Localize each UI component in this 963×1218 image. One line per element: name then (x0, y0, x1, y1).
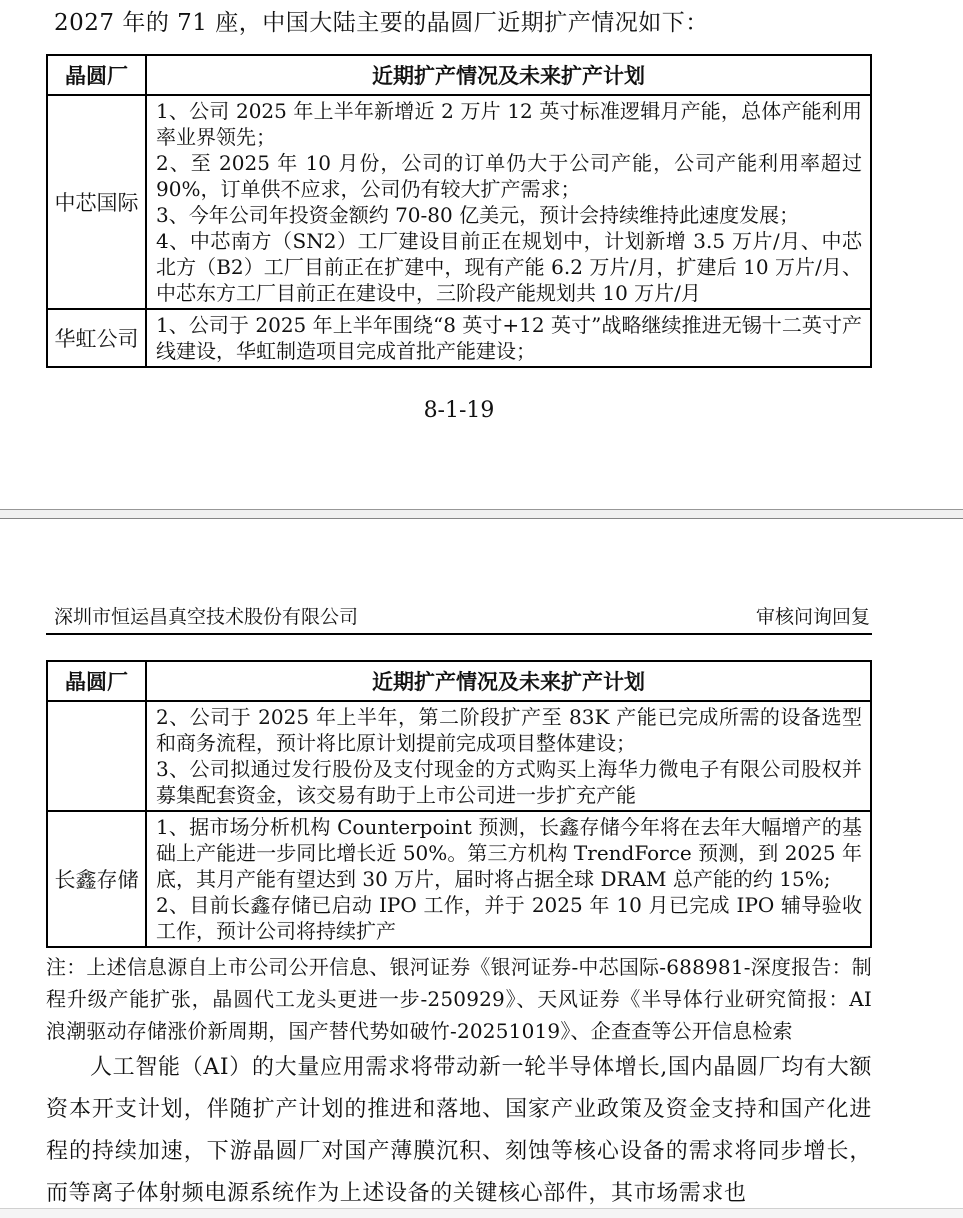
detail-item: 2、目前长鑫存储已启动 IPO 工作，并于 2025 年 10 月已完成 IPO 辅导验收工作，预计公司将持续扩产 (156, 893, 862, 943)
col-header-fab: 晶圆厂 (47, 55, 146, 95)
table-header-row (47, 55, 871, 95)
source-note: 注：上述信息源自上市公司公开信息、银河证券《银河证券-中芯国际-688981-深度报告：制程升级产能扩张，晶圆代工龙头更进一步-250929》、天风证券《半导体行业研究简报：AI 浪潮驱动存储涨价新周期，国产替代势如破竹-20251019》、企查查等公开信息检索 (46, 955, 872, 1043)
bottom-page-edge (0, 1208, 963, 1218)
page-number: 8-1-19 (423, 398, 495, 423)
col-header-plan: 近期扩产情况及未来扩产计划 (146, 661, 871, 701)
detail-item: 1、公司于 2025 年上半年围绕“8 英寸+12 英寸”战略继续推进无锡十二英寸产线建设，华虹制造项目完成首批产能建设； (156, 313, 862, 363)
fab-expansion-table-page2 (46, 660, 872, 948)
fab-name-huahong: 华虹公司 (47, 309, 146, 367)
detail-item: 1、据市场分析机构 Counterpoint 预测，长鑫存储今年将在去年大幅增产的基础上产能进一步同比增长近 50%。第三方机构 TrendForce 预测，到 2025 年底，其月产能有望达到 30 万片，届时将占据全球 DRAM 总产能的约 15%; (156, 815, 862, 891)
detail-item: 1、公司 2025 年上半年新增近 2 万片 12 英寸标准逻辑月产能，总体产能利用率业界领先； (156, 99, 862, 149)
page-1 (0, 0, 963, 509)
fab-detail-changxin (146, 811, 871, 947)
fab-detail-huahong (146, 309, 871, 367)
fab-expansion-table-page1 (46, 54, 872, 368)
table-row-smic (47, 95, 871, 309)
detail-item: 4、中芯南方（SN2）工厂建设目前正在规划中，计划新增 3.5 万片/月、中芯北方（B2）工厂目前正在扩建中，现有产能 6.2 万片/月，扩建后 10 万片/月、中芯东方工厂目前正在建设中，三阶段产能规划共 10 万片/月 (156, 229, 862, 305)
table-header-row (47, 661, 871, 701)
body-paragraph: 人工智能（AI）的大量应用需求将带动新一轮半导体增长,国内晶圆厂均有大额资本开支计划，伴随扩产计划的推进和落地、国家产业政策及资金支持和国产化进程的持续加速，下游晶圆厂对国产薄膜沉积、刻蚀等核心设备的需求将同步增长，而等离子体射频电源系统作为上述设备的关键核心部件，其市场需求也 (46, 1055, 872, 1206)
detail-item: 3、公司拟通过发行股份及支付现金的方式购买上海华力微电子有限公司股权并募集配套资金，该交易有助于上市公司进一步扩充产能 (156, 757, 862, 807)
page-header (46, 605, 872, 635)
fab-name-empty (47, 701, 146, 811)
page-separator (0, 509, 963, 519)
fab-detail-huahong-continued (146, 701, 871, 811)
fab-detail-smic (146, 95, 871, 309)
detail-item: 3、今年公司年投资金额约 70-80 亿美元，预计会持续维持此速度发展； (156, 203, 800, 227)
col-header-fab: 晶圆厂 (47, 661, 146, 701)
doc-type-label: 审核问询回复 (755, 606, 870, 628)
col-header-plan: 近期扩产情况及未来扩产计划 (146, 55, 871, 95)
table-row-huahong-continued (47, 701, 871, 811)
fab-name-smic: 中芯国际 (47, 95, 146, 309)
table-row-changxin (47, 811, 871, 947)
detail-item: 2、公司于 2025 年上半年，第二阶段扩产至 83K 产能已完成所需的设备选型和商务流程，预计将比原计划提前完成项目整体建设； (156, 705, 862, 755)
company-name: 深圳市恒运昌真空技术股份有限公司 (54, 606, 359, 628)
fab-name-changxin: 长鑫存储 (47, 811, 146, 947)
table-row-huahong (47, 309, 871, 367)
page-2 (0, 519, 963, 1215)
intro-text: 2027 年的 71 座，中国大陆主要的晶圆厂近期扩产情况如下： (54, 10, 709, 36)
detail-item: 2、至 2025 年 10 月份，公司的订单仍大于公司产能，公司产能利用率超过 90%，订单供不应求，公司仍有较大扩产需求； (156, 151, 862, 201)
